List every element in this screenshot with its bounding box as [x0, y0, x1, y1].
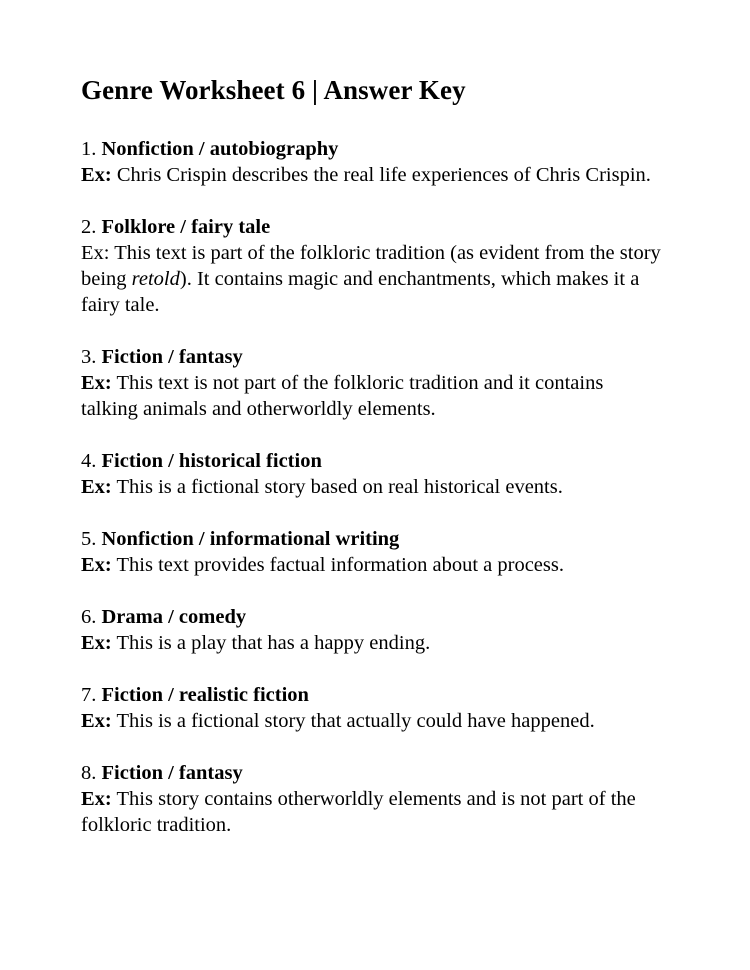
ex-label-7: Ex: [81, 710, 112, 732]
answer-genre-3: Fiction / fantasy [101, 346, 243, 368]
answer-heading-4 [81, 448, 663, 474]
answer-list [81, 136, 663, 838]
answer-explanation-6 [81, 630, 663, 656]
answer-genre-6: Drama / comedy [101, 606, 247, 628]
answer-number-5: 5. [81, 528, 97, 550]
answer-item-6 [81, 604, 663, 656]
answer-explanation-text-5: This text provides factual information about a process. [116, 554, 564, 576]
answer-item-8 [81, 760, 663, 838]
answer-explanation-text-6: This is a play that has a happy ending. [116, 632, 431, 654]
answer-genre-8: Fiction / fantasy [101, 762, 243, 784]
answer-genre-1: Nonfiction / autobiography [101, 138, 339, 160]
answer-number-2: 2. [81, 216, 97, 238]
answer-explanation-text-3: This text is not part of the folkloric tradition and it contains talking animals and otherworldly elements. [81, 372, 604, 420]
answer-item-1 [81, 136, 663, 188]
answer-explanation-italic-2: retold [131, 268, 180, 290]
ex-label-6: Ex: [81, 632, 112, 654]
answer-heading-8 [81, 760, 663, 786]
answer-number-6: 6. [81, 606, 97, 628]
answer-heading-5 [81, 526, 663, 552]
answer-number-4: 4. [81, 450, 97, 472]
answer-explanation-text-4: This is a fictional story based on real historical events. [116, 476, 563, 498]
answer-item-2 [81, 214, 663, 318]
answer-explanation-text-1: Chris Crispin describes the real life experiences of Chris Crispin. [116, 164, 651, 186]
document-content [81, 74, 663, 838]
ex-label-5: Ex: [81, 554, 112, 576]
answer-item-5 [81, 526, 663, 578]
answer-genre-7: Fiction / realistic fiction [101, 684, 309, 706]
answer-explanation-2 [81, 240, 663, 318]
answer-heading-1 [81, 136, 663, 162]
answer-genre-2: Folklore / fairy tale [101, 216, 271, 238]
answer-genre-5: Nonfiction / informational writing [101, 528, 400, 550]
answer-number-1: 1. [81, 138, 97, 160]
ex-label-2: Ex: [81, 242, 110, 264]
ex-label-3: Ex: [81, 372, 112, 394]
answer-explanation-4 [81, 474, 663, 500]
answer-item-4 [81, 448, 663, 500]
answer-explanation-5 [81, 552, 663, 578]
answer-item-7 [81, 682, 663, 734]
answer-heading-2 [81, 214, 663, 240]
ex-label-4: Ex: [81, 476, 112, 498]
answer-explanation-3 [81, 370, 663, 422]
answer-explanation-8 [81, 786, 663, 838]
answer-explanation-text-2-part1: This text is part of the folkloric tradition (as evident from the story being [81, 242, 661, 290]
answer-explanation-7 [81, 708, 663, 734]
answer-number-7: 7. [81, 684, 97, 706]
answer-heading-7 [81, 682, 663, 708]
ex-label-8: Ex: [81, 788, 112, 810]
page-title: Genre Worksheet 6 | Answer Key [81, 75, 466, 105]
answer-number-8: 8. [81, 762, 97, 784]
answer-genre-4: Fiction / historical fiction [101, 450, 322, 472]
answer-heading-3 [81, 344, 663, 370]
ex-label-1: Ex: [81, 164, 112, 186]
answer-item-3 [81, 344, 663, 422]
answer-number-3: 3. [81, 346, 97, 368]
answer-heading-6 [81, 604, 663, 630]
answer-explanation-text-8: This story contains otherworldly elements and is not part of the folkloric tradition. [81, 788, 636, 836]
answer-explanation-text-2-part2: ). It contains magic and enchantments, which makes it a fairy tale. [81, 268, 640, 316]
answer-explanation-text-7: This is a fictional story that actually could have happened. [116, 710, 595, 732]
answer-explanation-1 [81, 162, 663, 188]
